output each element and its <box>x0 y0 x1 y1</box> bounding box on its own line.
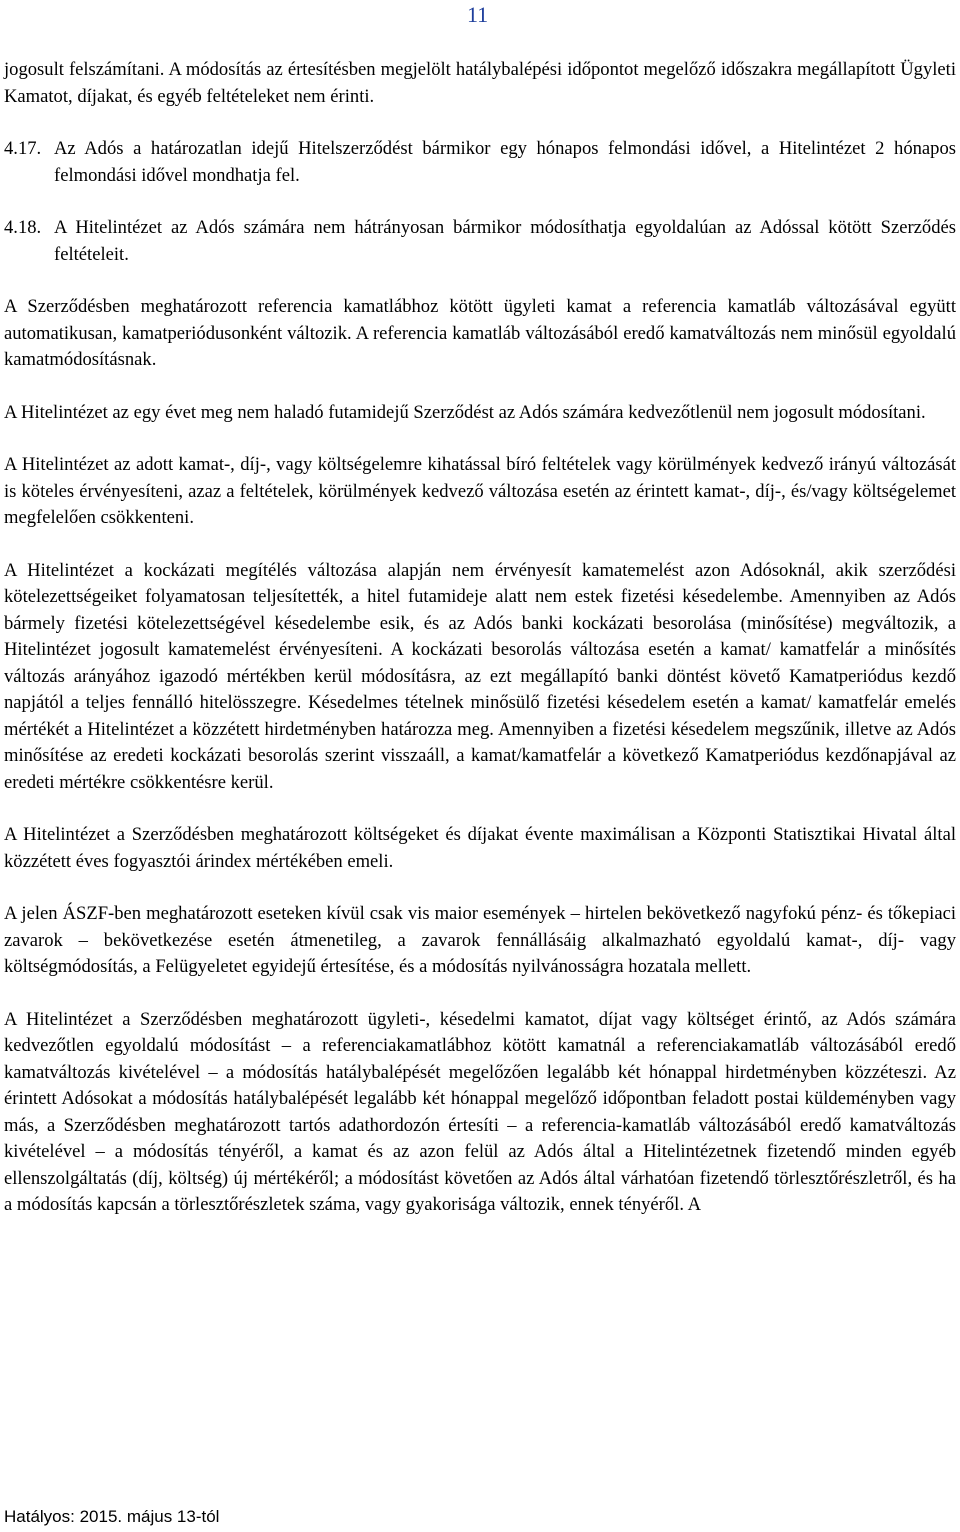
footer-effective-date: Hatályos: 2015. május 13-tól <box>4 1507 220 1526</box>
paragraph-favourable-change: A Hitelintézet az adott kamat-, díj-, vagy költségelemre kihatással bíró feltételek vagy körülmények kedvező irányú változását is köteles érvényesíteni, azaz a feltételek, körülmények kedvező változása esetén az érintett kamat-, díj-, és/vagy költségelemet megfelelően csökkenteni. <box>4 454 956 528</box>
page-number: 11 <box>467 2 489 27</box>
section-4-17 <box>4 136 956 189</box>
section-text: Az Adós a határozatlan idejű Hitelszerződést bármikor egy hónapos felmondási idővel, a Hitelintézet 2 hónapos felmondási idővel mondhatja fel. <box>54 138 956 186</box>
paragraph-vis-maior: A jelen ÁSZF-ben meghatározott eseteken kívül csak vis maior események – hirtelen bekövetkező nagyfokú pénz- és tőkepiaci zavarok – bekövetkezése esetén átmenetileg, a zavarok fennállásáig alkalmazható egyoldalú kamat-, díj- vagy költségmódosítás, a Felügyeletet egyidejű értesítése, és a módosítás nyilvánosságra hozatala mellett. <box>4 903 956 977</box>
paragraph-reference-rate: A Szerződésben meghatározott referencia kamatlábhoz kötött ügyleti kamat a referencia kamatláb változásával együtt automatikusan, kamatperiódusonként változik. A referencia kamatláb változásából eredő kamatváltozás nem minősül egyoldalú kamatmódosításnak. <box>4 296 956 370</box>
section-text: A Hitelintézet az Adós számára nem hátrányosan bármikor módosíthatja egyoldalúan az Adóssal kötött Szerződés feltételeit. <box>54 217 956 265</box>
paragraph-cost-indexation: A Hitelintézet a Szerződésben meghatározott költségeket és díjakat évente maximálisan a Központi Statisztikai Hivatal által közzétett éves fogyasztói árindex mértékében emeli. <box>4 824 956 872</box>
paragraph-risk-rating: A Hitelintézet a kockázati megítélés változása alapján nem érvényesít kamatemelést azon Adósoknál, akik szerződési kötelezettségeiket folyamatosan teljesítették, a hitel futamideje alatt nem estek fizetési késedelembe. Amennyiben az Adós bármely fizetési kötelezettségével késedelembe esik, és az Adós banki kockázati besorolása (minősítése) megváltozik, a Hitelintézet jogosult kamatemelést érvényesíteni. A kockázati besorolás változása esetén a kamat/ kamatfelár a minősítés változás arányához igazodó mértékben kerül módosításra, az ezt megállapító banki döntést követő Kamatperiódus kezdő napjától a teljes fennálló hitelösszegre. Késedelmes tételnek minősülő fizetési késedelem esetén a kamat/ kamatfelár emelés mértékét a Hitelintézet a közzétett hirdetményben határozza meg. Amennyiben a fizetési késedelem megszűnik, illetve az Adós minősítése az eredeti kockázati besorolás szerint visszaáll, a kamat/kamatfelár a következő Kamatperiódus kezdőnapjával az eredeti mértékre csökkentésre kerül. <box>4 559 956 793</box>
section-number: 4.18. <box>4 217 42 238</box>
paragraph-one-year-term: A Hitelintézet az egy évet meg nem haladó futamidejű Szerződést az Adós számára kedvezőtlenül nem jogosult módosítani. <box>4 401 926 423</box>
document-body <box>4 57 956 1245</box>
paragraph-notification: A Hitelintézet a Szerződésben meghatározott ügyleti-, késedelmi kamatot, díjat vagy költséget érintő, az Adós számára kedvezőtlen egyoldalú módosítást – a referenciakamatlábhoz kötött kamatnál a referenciakamatláb változásából eredő kamatváltozás kivételével – a módosítás hatálybalépését megelőzően legalább két hónappal hirdetményben közzéteszi. Az érintett Adósokat a módosítás hatálybalépését legalább két hónappal megelőző időpontban feladott postai küldeményben vagy más, a Szerződésben meghatározott tartós adathordozón értesíti – a referencia-kamatláb változásából eredő kamatváltozás kivételével – a módosítás tényéről, a kamat és az azon felül az Adós által a Hitelintézetnek fizetendő minden egyéb ellenszolgáltatás (díj, költség) új mértékéről; a módosítást követően az Adós által várhatóan fizetendő törlesztőrészletről, és ha a módosítás kapcsán a törlesztőrészletek száma, vagy gyakorisága változik, ennek tényéről. A <box>4 1008 956 1215</box>
section-4-18 <box>4 215 956 268</box>
section-number: 4.17. <box>4 138 42 159</box>
paragraph-continuation: jogosult felszámítani. A módosítás az értesítésben megjelölt hatálybalépési időpontot megelőző időszakra megállapított Ügyleti Kamatot, díjakat, és egyéb feltételeket nem érinti. <box>4 59 956 107</box>
